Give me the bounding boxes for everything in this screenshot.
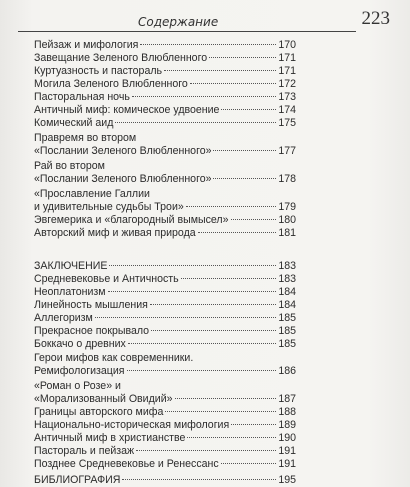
toc-entry-title: Герои мифов как современники. [34,352,194,364]
toc-entry-title: Пасторальная ночь [34,91,130,103]
toc-entry [34,104,296,117]
toc-entry-page: 189 [278,419,296,431]
toc-entry-title: БИБЛИОГРАФИЯ [34,474,121,486]
toc-entry-leader [198,232,276,233]
toc-entry-page: 184 [278,286,296,298]
toc-entry-title: «Прославление Галлии [34,188,150,200]
toc-entry-title: Национально-историческая мифология [34,419,230,431]
toc-entry-leader [221,463,276,464]
toc-entry-page: 183 [278,260,296,272]
toc-entry [34,188,296,201]
toc-entry [34,312,296,325]
toc-entry-page: 174 [278,104,296,116]
running-head-title: Содержание [138,15,219,29]
toc-entry [34,299,296,312]
toc-entry-title: Авторский миф и живая природа [34,227,196,239]
toc-entry [34,365,296,378]
toc-entry [34,325,296,338]
toc-entry-title: «Послании Зеленого Влюбленного» [34,173,212,185]
toc-entry-page: 177 [278,145,296,157]
toc-entry-page: 171 [278,65,296,77]
toc-entry [34,227,296,240]
toc-entry [34,286,296,299]
toc-entry [34,273,296,286]
toc-entry [34,406,296,419]
toc-entry-leader [181,278,276,279]
toc-entry-leader [122,479,276,480]
toc-entry-leader [231,424,276,425]
toc-entry-title: Средневековье и Античность [34,273,179,285]
toc-entry-leader [165,411,276,412]
toc-entry-title: Правремя во втором [34,132,137,144]
toc-entry-leader [150,304,276,305]
toc-entry-page: 178 [278,173,296,185]
page-number: 223 [361,8,390,29]
toc-entry [34,380,296,393]
toc-entry-leader [95,317,276,318]
toc-entry-title: Границы авторского мифа [34,406,164,418]
toc-entry-leader [127,370,276,371]
toc-entry-title: Ремифологизация [34,365,125,377]
toc-entry-leader [213,178,276,179]
toc-entry-leader [132,96,276,97]
toc-entry-title: «Роман о Розе» и [34,380,121,392]
toc-entry-title: «Морализованный Овидий» [34,393,173,405]
toc-entry-title: Куртуазность и пастораль [34,65,163,77]
toc-entry [34,145,296,158]
toc-entry-page: 195 [278,474,296,486]
toc-entry-leader [108,291,276,292]
toc-entry-title: Неоплатонизм [34,286,106,298]
toc-entry-leader [213,150,276,151]
toc-entry-leader [109,265,276,266]
toc-entry-leader [115,122,276,123]
toc-entry-title: Линейность мышления [34,299,148,311]
toc-entry-title: Античный миф в христианстве [34,432,186,444]
toc-entry [34,458,296,471]
toc-entry [34,65,296,78]
toc-entry-leader [175,398,276,399]
toc-entry-leader [140,44,276,45]
toc-entry [34,160,296,173]
toc-entry-page: 186 [278,365,296,377]
toc-entry-leader [221,109,276,110]
toc-entry-page: 171 [278,52,296,64]
toc-entry [34,117,296,130]
toc-entry [34,39,296,52]
toc-entry [34,78,296,91]
toc-entry-page: 188 [278,406,296,418]
toc-entry-title: Завещание Зеленого Влюбленного [34,52,208,64]
toc-entry-leader [187,437,276,438]
toc-entry-title: Эвгемерика и «благородный вымысел» [34,214,229,226]
toc-entry-title: Рай во втором [34,160,105,172]
toc-entry-leader [190,83,276,84]
toc-entry [34,260,296,273]
toc-entry-leader [136,450,276,451]
toc-entry-page: 187 [278,393,296,405]
toc-entry-leader [231,219,277,220]
toc-entry [34,445,296,458]
toc-entry-page: 183 [278,273,296,285]
toc-entry [34,338,296,351]
toc-entry-title: Пейзаж и мифология [34,39,139,51]
toc-entry [34,393,296,406]
toc-entry-title: и удивительные судьбы Трои» [34,201,184,213]
toc-entry [34,201,296,214]
toc-entry-page: 185 [278,312,296,324]
toc-entry [34,432,296,445]
toc-entry [34,52,296,65]
toc-entry [34,214,296,227]
toc-entry-title: Могила Зеленого Влюбленного [34,78,188,90]
toc-entry [34,132,296,145]
toc-entry [34,474,296,487]
toc-entry [34,352,296,365]
toc-entry [34,173,296,186]
toc-entry [34,91,296,104]
toc-entry-leader [128,343,276,344]
toc-entry-title: Прекрасное покрывало [34,325,150,337]
toc-entry-leader [186,206,276,207]
toc-entry-title: Комический аид [34,117,114,129]
toc-entry-title: Позднее Средневековье и Ренессанс [34,458,219,470]
toc-entry-page: 179 [278,201,296,213]
toc-entry-page: 190 [278,432,296,444]
toc-entry-page: 185 [278,338,296,350]
toc-entry [34,419,296,432]
toc-entry-page: 170 [278,39,296,51]
toc-entry-page: 181 [278,227,296,239]
toc-entry-page: 191 [278,458,296,470]
toc-entry-title: Боккачо о древних [34,338,126,350]
toc-entry-page: 185 [278,325,296,337]
toc-entry-page: 191 [278,445,296,457]
toc-entry-leader [164,70,276,71]
toc-entry-title: ЗАКЛЮЧЕНИЕ [34,260,108,272]
toc-entry-title: Аллегоризм [34,312,93,324]
toc-entry-page: 173 [278,91,296,103]
toc-entry-page: 172 [278,78,296,90]
toc-entry-title: Пастораль и пейзаж [34,445,135,457]
toc-entry-leader [209,57,276,58]
toc-entry-page: 175 [278,117,296,129]
toc-entry-title: Античный миф: комическое удвоение [34,104,220,116]
toc-entry-page: 180 [278,214,296,226]
toc-entry-page: 184 [278,299,296,311]
toc-entry-leader [151,330,276,331]
toc-entry-title: «Послании Зеленого Влюбленного» [34,145,212,157]
